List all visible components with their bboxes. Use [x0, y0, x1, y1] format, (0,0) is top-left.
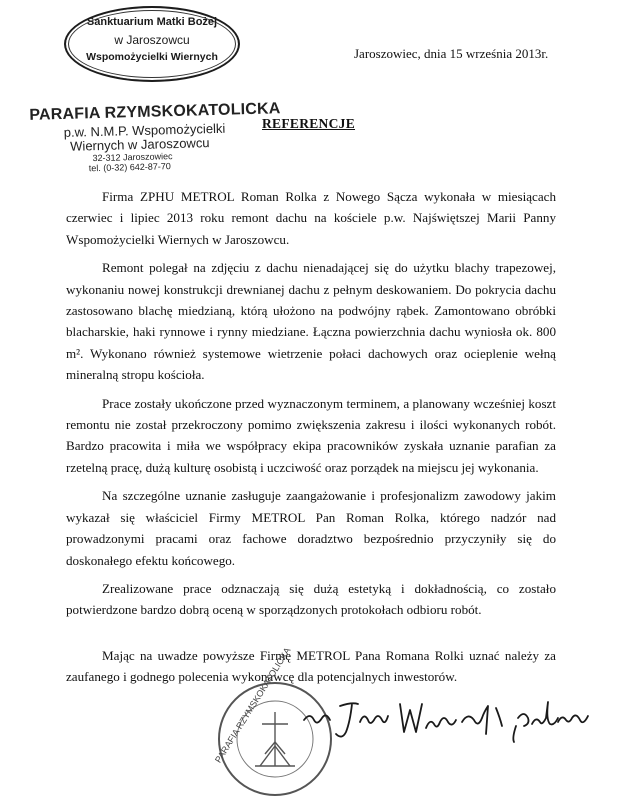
parish-stamp	[29, 100, 281, 177]
letter-date: Jaroszowiec, dnia 15 września 2013r.	[354, 46, 549, 61]
body-paragraph: Remont polegał na zdjęciu z dachu nienadającej się do użytku blachy trapezowej, wykonaniu nowej konstrukcji drewnianej dachu z pełnym deskowaniem. Do pokrycia dachu zastosowano blachę miedzianą, którą ułożono na podwójny rąbek. Zamontowano obróbki blacharskie, haki rynnowe i rynny miedziane. Łączna powierzchnia dachu wyniosła ok. 800 m². Wykonano również systemowe wietrzenie połaci dachowych oraz ocieplenie wełną mineralną stropu kościoła.	[66, 260, 556, 383]
parish-stamp-address: 32-312 Jaroszowiec	[92, 151, 173, 164]
oval-stamp-line3: Wspomożycielki Wiernych	[86, 51, 218, 63]
sanctuary-oval-stamp	[64, 6, 240, 82]
parish-stamp-line2: p.w. N.M.P. Wspomożycielki	[63, 120, 226, 140]
body-paragraph: Prace zostały ukończone przed wyznaczonym terminem, a planowany wcześniej koszt remontu nie został przekroczony pomimo zwiększenia zakresu i ilości wykonanych robót. Bardzo pracowita i miła we współpracy ekipa pracowników zyskała uznanie parafian za rzetelną pracę, dużą kulturę osobistą i uczciwość oraz porządek na miejscu jej wykonania.	[66, 395, 556, 475]
oval-stamp-line2: w Jaroszowcu	[114, 33, 190, 47]
oval-stamp-line1: Sanktuarium Matki Bożej	[86, 16, 218, 28]
closing-paragraph: Mając na uwadze powyższe Firmę METROL Pana Romana Rolki uznać należy za zaufanego i godnego polecenia wykonawcę dla potencjalnych inwestorów.	[66, 647, 556, 685]
handwritten-signature-icon	[296, 688, 596, 748]
letter-title: REFERENCJE	[262, 116, 356, 131]
body-paragraph: Na szczególne uznanie zasługuje zaangażowanie i profesjonalizm zawodowy jakim wykazał się właściciel Firmy METROL Pan Roman Rolka, którego nadzór nad prowadzonymi pracami oraz fachowe doradztwo bezpośrednio przyczyniły się do doskonałego efektu końcowego.	[66, 488, 556, 568]
body-paragraph: Firma ZPHU METROL Roman Rolka z Nowego Sącza wykonała w miesiącach czerwiec i lipiec 2013 roku remont dachu na kościele p.w. Najświętszej Marii Panny Wspomożycielki Wiernych w Jaroszowcu.	[66, 189, 556, 247]
parish-stamp-line1: PARAFIA RZYMSKOKATOLICKA	[29, 100, 281, 124]
body-paragraph: Zrealizowane prace odznaczają się dużą estetyką i dokładnością, co zostało potwierdzone bardzo dobrą oceną w sporządzonych protokołach odbioru robót.	[66, 580, 556, 618]
letter-body	[66, 186, 556, 695]
seal-inscription: PARAFIA RZYMSKOKATOLICKA	[212, 645, 293, 765]
parish-stamp-line3: Wiernych w Jaroszowcu	[69, 135, 210, 154]
parish-stamp-phone: tel. (0-32) 642-87-70	[88, 161, 171, 174]
